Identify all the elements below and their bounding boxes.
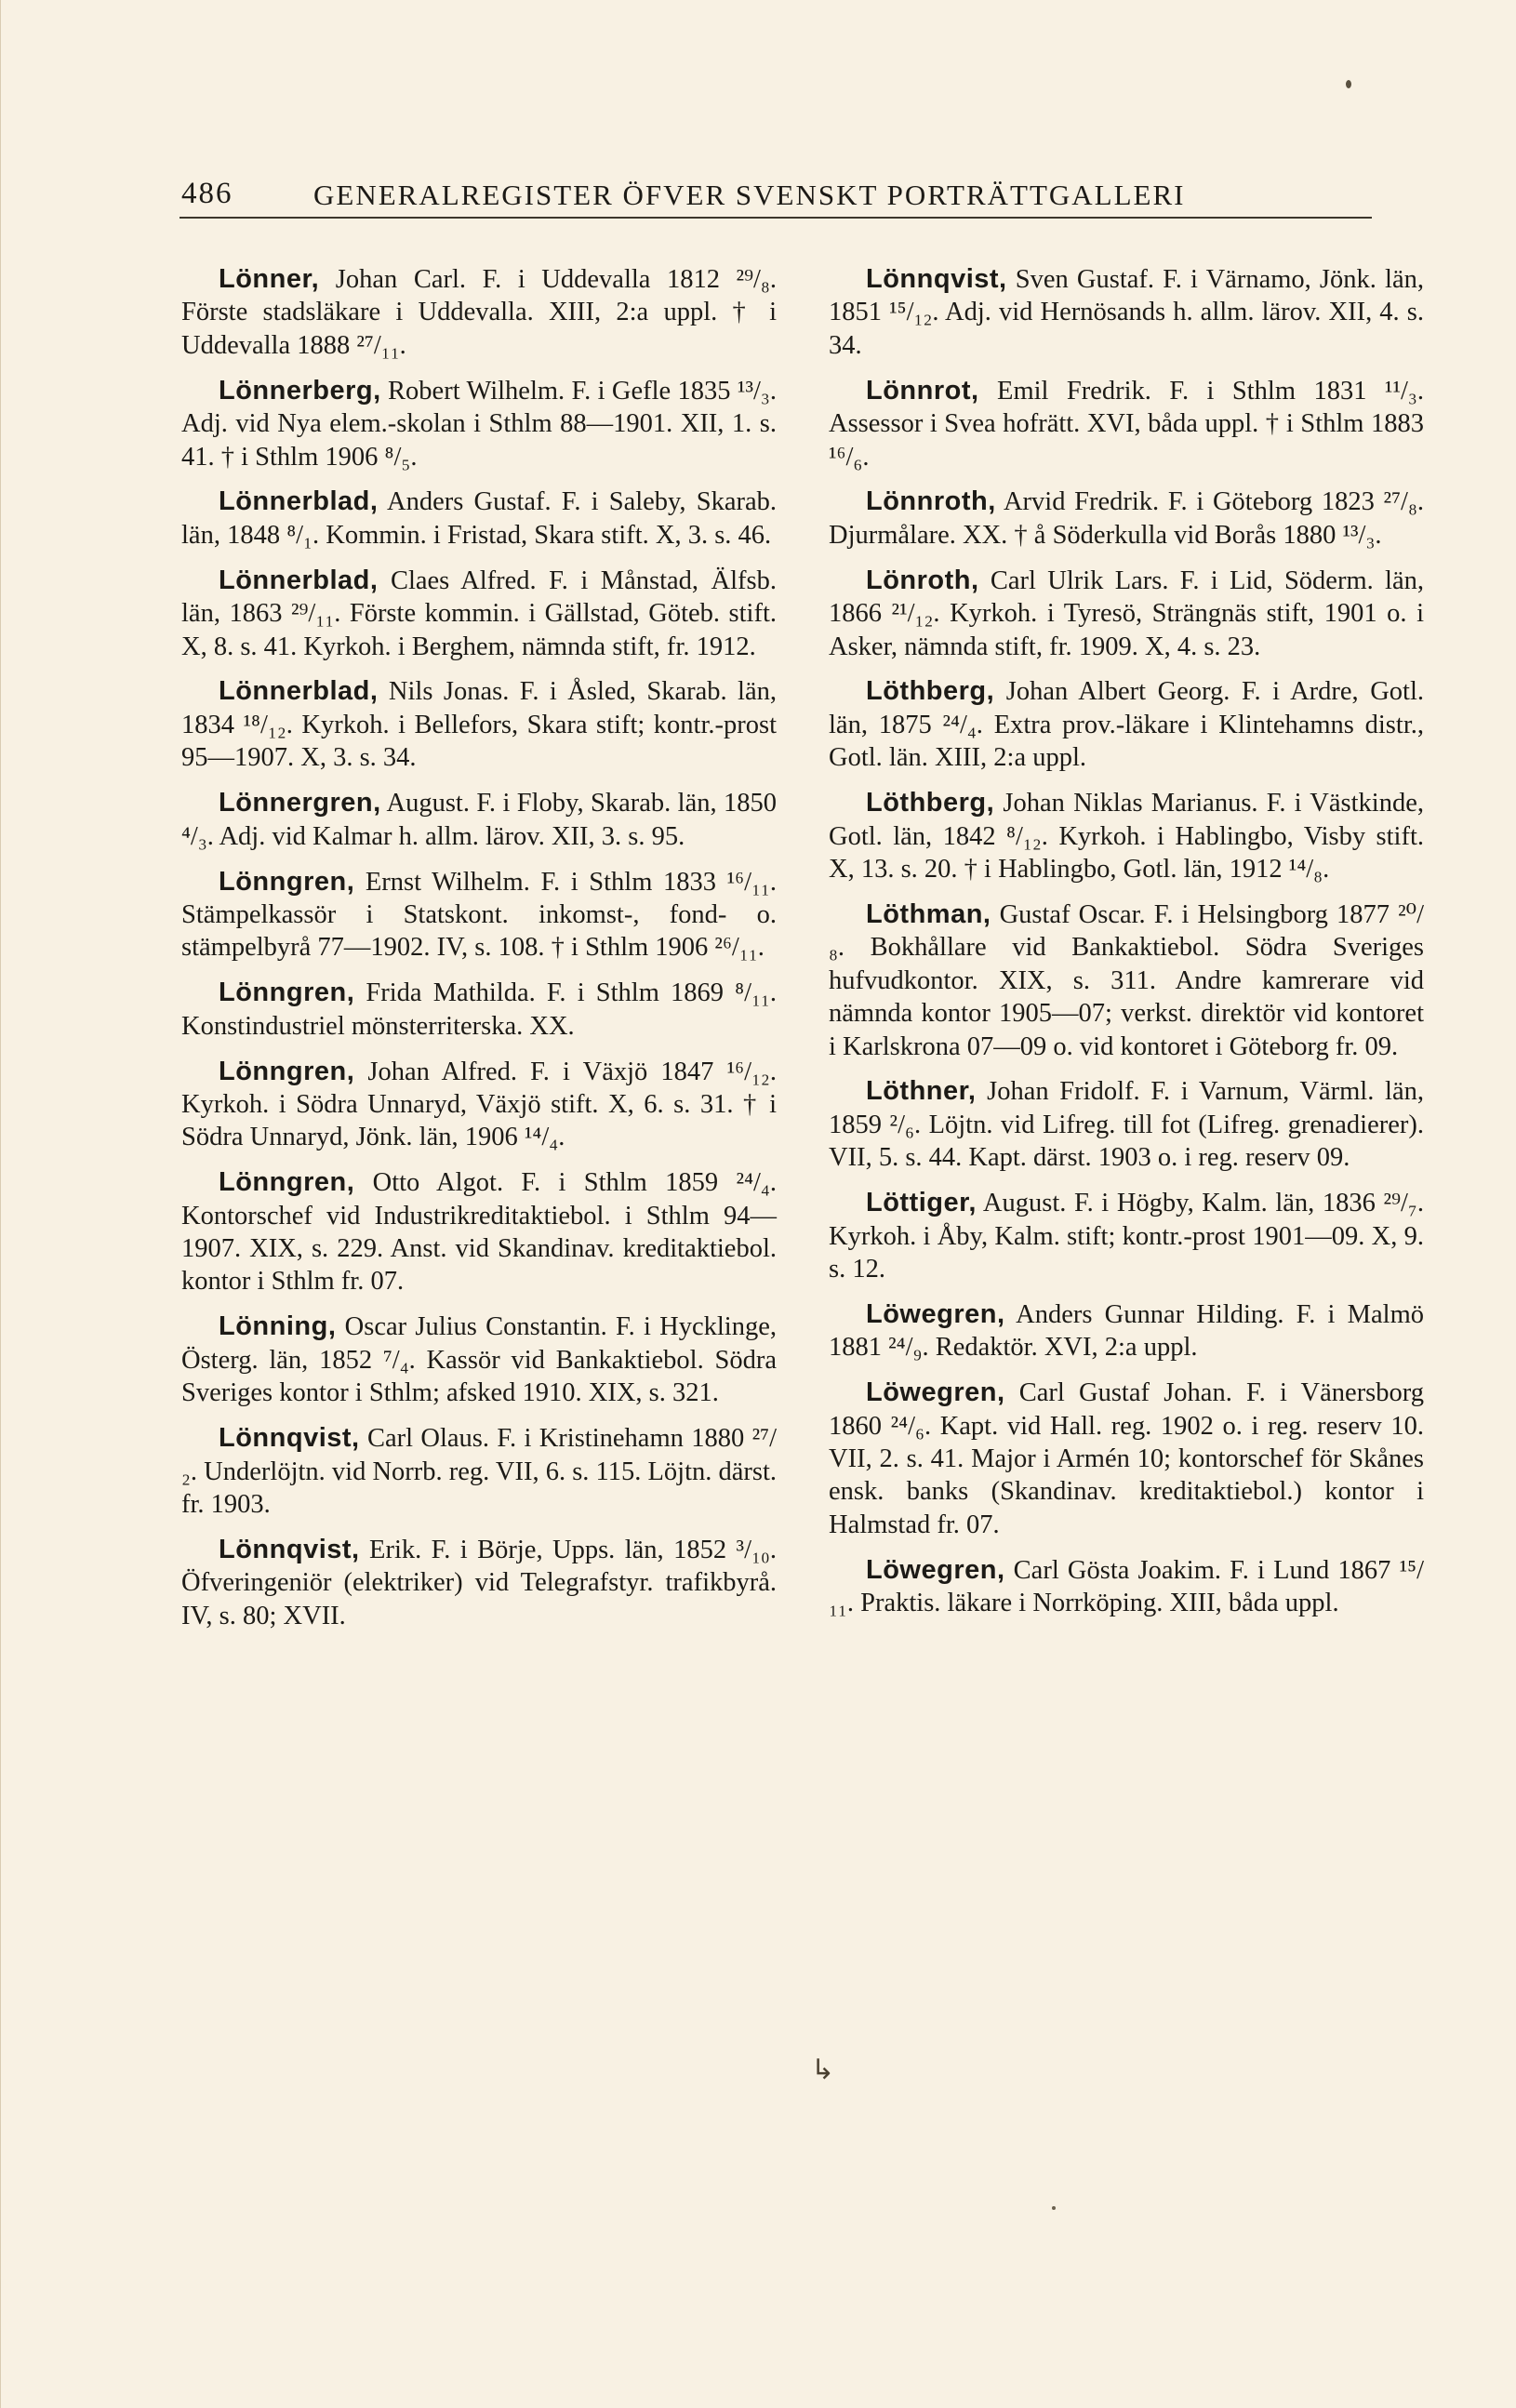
- register-entry: [181, 1534, 777, 1632]
- register-entry: [181, 486, 777, 552]
- entry-text: Oscar Julius Constantin. F. i Hycklinge, Österg. län, 1852 ⁷/₄. Kassör vid Bankaktiebol. Södra Sveriges kontor i Sthlm; afsked 1910. XIX, s. 321.: [181, 1312, 777, 1408]
- entry-surname: Lönngren,: [219, 1167, 355, 1198]
- entry-text: Gustaf Oscar. F. i Helsingborg 1877 ²⁰/₈. Bokhållare vid Bankaktiebol. Södra Sveriges hufvudkontor. XIX, s. 311. Andre kamrerare vid nämnda kontor 1905—07; verkst. direktör vid kontoret i Karlskrona 07—09 o. vid kontoret i Göteborg fr. 09.: [829, 899, 1424, 1061]
- register-entry: [829, 486, 1424, 552]
- entry-surname: Lönnerblad,: [219, 565, 379, 595]
- entry-surname: Lönnrot,: [866, 375, 979, 406]
- left-column: [181, 263, 777, 1645]
- entry-text: Anders Gustaf. F. i Saleby, Skarab. län, 1848 ⁸/₁. Kommin. i Fristad, Skara stift. X, 3. s. 46.: [181, 487, 777, 550]
- entry-text: Ernst Wilhelm. F. i Sthlm 1833 ¹⁶/₁₁. Stämpelkassör i Statskont. inkomst-, fond- o. stämpelbyrå 77—1902. IV, s. 108. † i Sthlm 1906 ²⁶/₁₁.: [181, 867, 777, 963]
- register-entry: [829, 565, 1424, 663]
- entry-text: Sven Gustaf. F. i Värnamo, Jönk. län, 1851 ¹⁵/₁₂. Adj. vid Hernösands h. allm. lärov. XII, 4. s. 34.: [829, 265, 1424, 360]
- register-entry: [181, 787, 777, 853]
- entry-text: Carl Olaus. F. i Kristinehamn 1880 ²⁷/₂. Underlöjtn. vid Norrb. reg. VII, 6. s. 115. Löjtn. därst. fr. 1903.: [181, 1424, 778, 1519]
- entry-surname: Lönner,: [219, 264, 320, 294]
- entry-surname: Löwegren,: [866, 1298, 1005, 1329]
- register-entry: [829, 1377, 1424, 1541]
- register-entry: [181, 375, 777, 473]
- register-entry: [829, 375, 1424, 473]
- register-entry: [181, 1056, 777, 1154]
- register-entry: [829, 1554, 1424, 1620]
- register-entry: [181, 1166, 777, 1298]
- register-entry: [829, 898, 1424, 1063]
- entry-text: Frida Mathilda. F. i Sthlm 1869 ⁸/₁₁. Konstindustriel mönsterriterska. XX.: [181, 978, 777, 1041]
- entry-text: Carl Gustaf Johan. F. i Vänersborg 1860 ²⁴/₆. Kapt. vid Hall. reg. 1902 o. i reg. reserv 10. VII, 2. s. 41. Major i Armén 10; kontorschef för Skånes ensk. banks (Skandinav. kreditaktiebol.) kontor i Halmstad fr. 07.: [829, 1378, 1424, 1539]
- entry-text: Johan Fridolf. F. i Varnum, Värml. län, 1859 ²/₆. Löjtn. vid Lifreg. till fot (Lifreg. grenadierer). VII, 5. s. 44. Kapt. därst. 1903 o. i reg. reserv 09.: [829, 1077, 1424, 1173]
- register-entry: [181, 866, 777, 965]
- page-header: [181, 177, 1307, 216]
- entry-surname: Löwegren,: [866, 1377, 1005, 1408]
- register-entry: [829, 675, 1424, 774]
- entry-surname: Lönnerblad,: [219, 486, 379, 517]
- entry-text: August. F. i Floby, Skarab. län, 1850 ⁴/₃. Adj. vid Kalmar h. allm. lärov. XII, 3. s. 95.: [181, 789, 777, 851]
- register-entry: [181, 565, 777, 663]
- entry-surname: Lönnqvist,: [219, 1423, 360, 1454]
- register-entry: [829, 263, 1424, 362]
- entry-surname: Lönnerblad,: [219, 676, 379, 707]
- register-entry: [829, 787, 1424, 885]
- entry-text: Johan Niklas Marianus. F. i Västkinde, Gotl. län, 1842 ⁸/₁₂. Kyrkoh. i Hablingbo, Visby stift. X, 13. s. 20. † i Hablingbo, Gotl. län, 1912 ¹⁴/₈.: [829, 789, 1424, 884]
- entry-text: Johan Alfred. F. i Växjö 1847 ¹⁶/₁₂. Kyrkoh. i Södra Unnaryd, Växjö stift. X, 6. s. 31. † i Södra Unnaryd, Jönk. län, 1906 ¹⁴/₄.: [181, 1057, 777, 1152]
- header-rule: [180, 217, 1372, 219]
- page-number: 486: [181, 177, 233, 210]
- entry-text: Carl Ulrik Lars. F. i Lid, Söderm. län, 1866 ²¹/₁₂. Kyrkoh. i Tyresö, Strängnäs stift, 1901 o. i Asker, nämnda stift, fr. 1909. X, 4. s. 23.: [829, 565, 1424, 661]
- register-entry: [181, 1422, 777, 1521]
- entry-surname: Lönnroth,: [866, 486, 996, 517]
- entry-text: Erik. F. i Börje, Upps. län, 1852 ³/₁₀. Öfveringeniör (elektriker) vid Telegrafstyr. trafikbyrå. IV, s. 80; XVII.: [181, 1535, 777, 1630]
- entry-text: Emil Fredrik. F. i Sthlm 1831 ¹¹/₃. Assessor i Svea hofrätt. XVI, båda uppl. † i Sthlm 1883 ¹⁶/₆.: [829, 376, 1424, 472]
- entry-text: August. F. i Högby, Kalm. län, 1836 ²⁹/₇. Kyrkoh. i Åby, Kalm. stift; kontr.-prost 1901—09. X, 9. s. 12.: [829, 1189, 1424, 1284]
- entry-text: Johan Albert Georg. F. i Ardre, Gotl. län, 1875 ²⁴/₄. Extra prov.-läkare i Klintehamns distr., Gotl. län. XIII, 2:a uppl.: [829, 677, 1424, 773]
- entry-surname: Löwegren,: [866, 1554, 1005, 1585]
- entry-surname: Löthner,: [866, 1076, 977, 1107]
- entry-surname: Lönngren,: [219, 1056, 355, 1086]
- ink-speck: [1346, 80, 1351, 88]
- entry-surname: Löttiger,: [866, 1188, 977, 1218]
- register-entry: [829, 1075, 1424, 1174]
- entry-surname: Lönngren,: [219, 978, 355, 1008]
- entry-text: Johan Carl. F. i Uddevalla 1812 ²⁹/₈. Förste stadsläkare i Uddevalla. XIII, 2:a uppl. † i Uddevalla 1888 ²⁷/₁₁.: [181, 265, 777, 360]
- pencil-mark: ↳: [811, 2054, 835, 2086]
- entry-text: Anders Gunnar Hilding. F. i Malmö 1881 ²⁴/₉. Redaktör. XVI, 2:a uppl.: [829, 1299, 1424, 1363]
- entry-surname: Lönnqvist,: [866, 264, 1007, 294]
- entry-surname: Löthman,: [866, 898, 991, 929]
- entry-text: Otto Algot. F. i Sthlm 1859 ²⁴/₄. Kontorschef vid Industrikreditaktiebol. i Sthlm 94—1907. XIX, s. 229. Anst. vid Skandinav. kreditaktiebol. kontor i Sthlm fr. 07.: [181, 1168, 777, 1297]
- entry-surname: Lönroth,: [866, 565, 979, 595]
- running-title: GENERALREGISTER ÖFVER SVENSKT PORTRÄTTGALLERI: [313, 179, 1186, 211]
- entry-text: Arvid Fredrik. F. i Göteborg 1823 ²⁷/₈. Djurmålare. XX. † å Söderkulla vid Borås 1880 ¹³/₃.: [829, 487, 1424, 550]
- entry-text: Claes Alfred. F. i Månstad, Älfsb. län, 1863 ²⁹/₁₁. Förste kommin. i Gällstad, Göteb. stift. X, 8. s. 41. Kyrkoh. i Berghem, nämnda stift, fr. 1912.: [181, 565, 777, 661]
- entry-surname: Lönngren,: [219, 866, 355, 897]
- register-entry: [181, 263, 777, 362]
- entry-text: Robert Wilhelm. F. i Gefle 1835 ¹³/₃. Adj. vid Nya elem.-skolan i Sthlm 88—1901. XII, 1. s. 41. † i Sthlm 1906 ⁸/₅.: [181, 376, 777, 472]
- entry-surname: Lönnergren,: [219, 788, 381, 818]
- entry-surname: Löthberg,: [866, 788, 995, 818]
- ink-speck: [1052, 2206, 1056, 2210]
- register-entry: [829, 1298, 1424, 1364]
- entry-surname: Lönnerberg,: [219, 375, 381, 406]
- entry-text: Carl Gösta Joakim. F. i Lund 1867 ¹⁵/₁₁. Praktis. läkare i Norrköping. XIII, båda uppl.: [829, 1555, 1424, 1618]
- register-entry: [181, 1310, 777, 1409]
- entry-surname: Lönning,: [219, 1311, 337, 1342]
- entry-surname: Löthberg,: [866, 676, 995, 707]
- right-column: [829, 263, 1424, 1632]
- register-entry: [829, 1187, 1424, 1285]
- register-entry: [181, 675, 777, 774]
- register-entry: [181, 977, 777, 1043]
- entry-text: Nils Jonas. F. i Åsled, Skarab. län, 1834 ¹⁸/₁₂. Kyrkoh. i Bellefors, Skara stift; kontr.-prost 95—1907. X, 3. s. 34.: [181, 677, 777, 773]
- entry-surname: Lönnqvist,: [219, 1534, 360, 1564]
